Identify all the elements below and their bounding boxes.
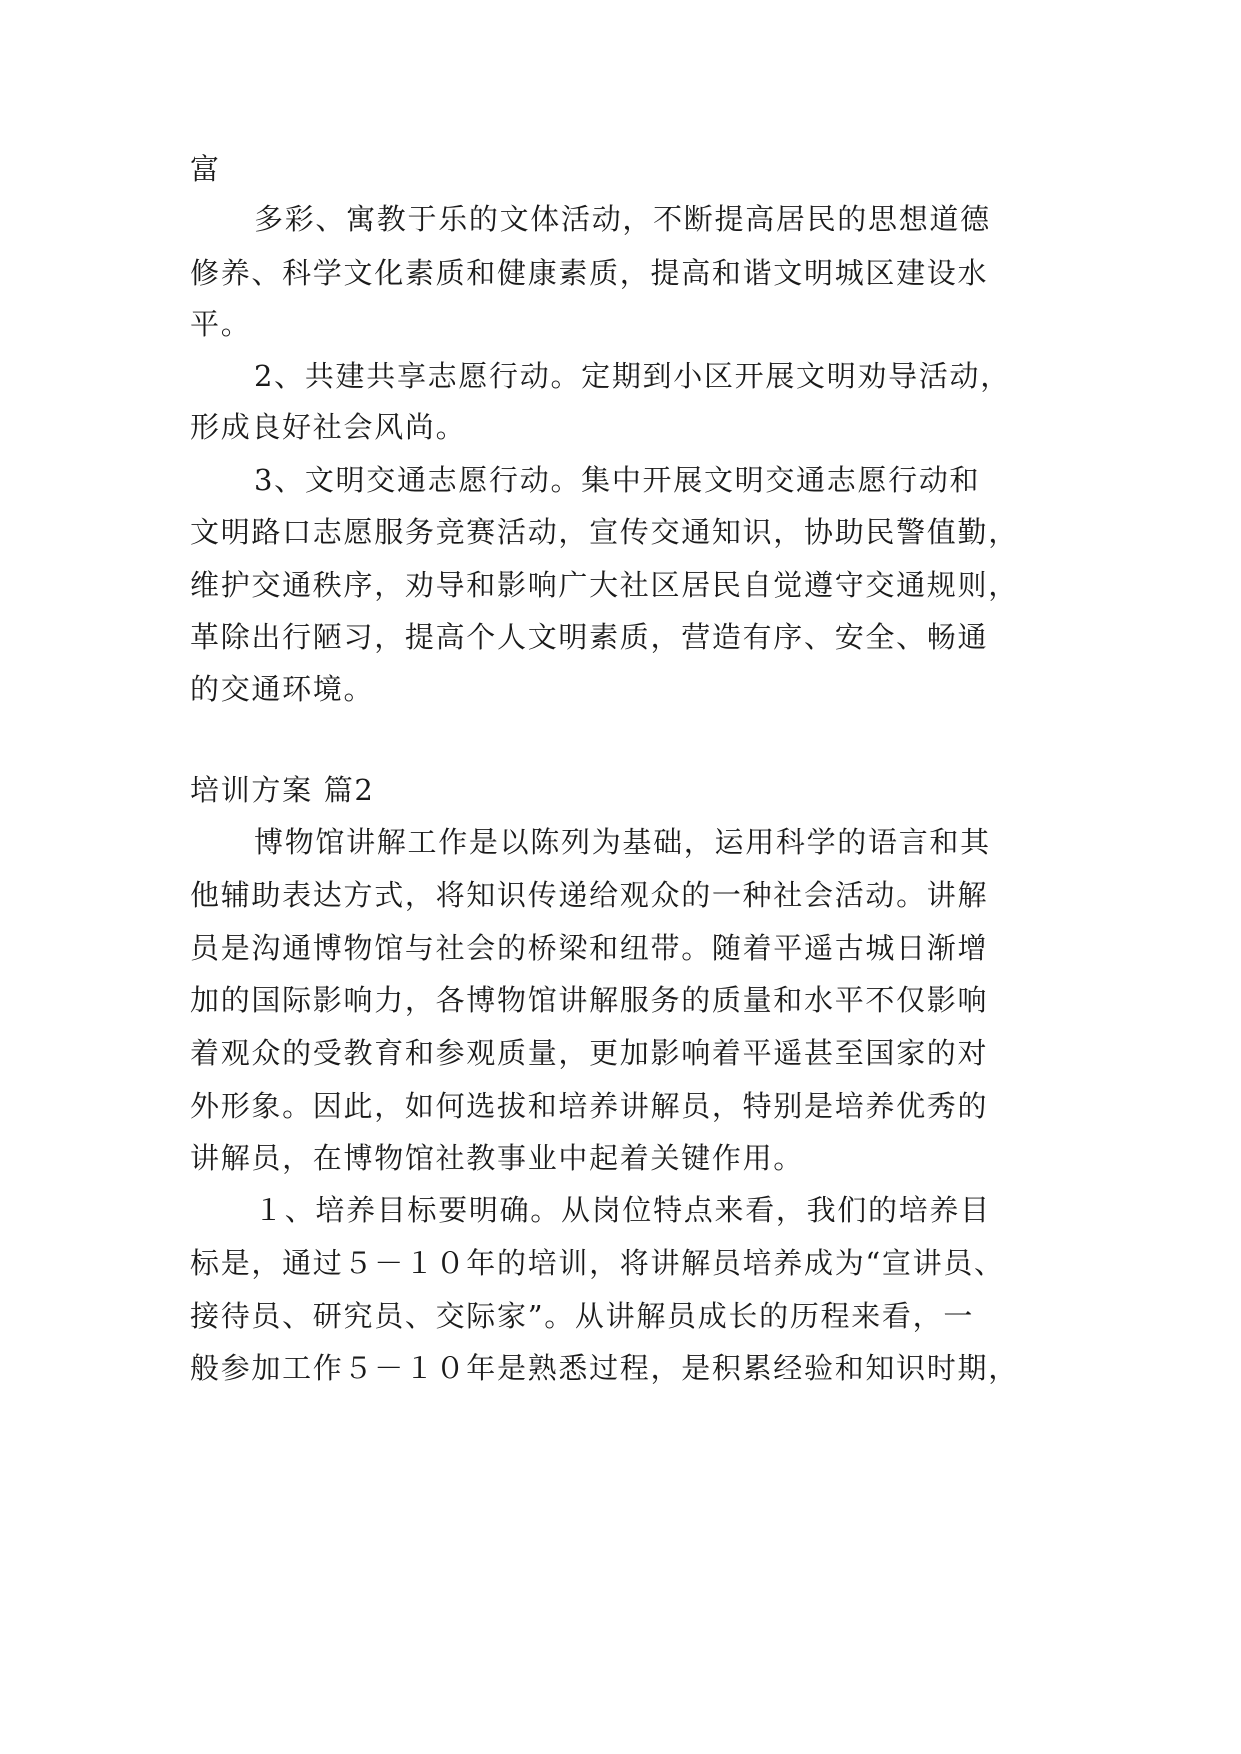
text-line: 平。 bbox=[190, 307, 252, 341]
text-line: 修养、科学文化素质和健康素质，提高和谐文明城区建设水 bbox=[190, 256, 989, 290]
text-line: 革除出行陋习，提高个人文明素质，营造有序、安全、畅通 bbox=[190, 620, 989, 654]
text-line: 形成良好社会风尚。 bbox=[190, 410, 467, 444]
text-line: 他辅助表达方式，将知识传递给观众的一种社会活动。讲解 bbox=[190, 878, 989, 912]
text-line: 的交通环境。 bbox=[190, 672, 375, 706]
text-line: 标是，通过５－１０年的培训，将讲解员培养成为“宣讲员、 bbox=[190, 1246, 1005, 1280]
text-line: 着观众的受教育和参观质量，更加影响着平遥甚至国家的对 bbox=[190, 1036, 989, 1070]
text-line: 般参加工作５－１０年是熟悉过程，是积累经验和知识时期， bbox=[190, 1351, 1019, 1385]
text-line: 3、文明交通志愿行动。集中开展文明交通志愿行动和 bbox=[254, 463, 981, 497]
text-line: 2、共建共享志愿行动。定期到小区开展文明劝导活动， bbox=[254, 359, 1011, 393]
text-line: 维护交通秩序，劝导和影响广大社区居民自觉遵守交通规则， bbox=[190, 568, 1019, 602]
text-line: １、培养目标要明确。从岗位特点来看，我们的培养目 bbox=[254, 1193, 991, 1227]
text-line: 加的国际影响力，各博物馆讲解服务的质量和水平不仅影响 bbox=[190, 983, 989, 1017]
text-line: 员是沟通博物馆与社会的桥梁和纽带。随着平遥古城日渐增 bbox=[190, 931, 989, 965]
text-line: 接待员、研究员、交际家”。从讲解员成长的历程来看，一 bbox=[190, 1299, 975, 1333]
text-line: 文明路口志愿服务竞赛活动，宣传交通知识，协助民警值勤， bbox=[190, 515, 1019, 549]
section-heading: 培训方案 篇2 bbox=[190, 773, 375, 807]
text-line: 博物馆讲解工作是以陈列为基础，运用科学的语言和其 bbox=[254, 825, 991, 859]
text-line: 多彩、寓教于乐的文体活动，不断提高居民的思想道德 bbox=[254, 202, 991, 236]
continuation-char: 富 bbox=[190, 152, 221, 186]
text-line: 讲解员，在博物馆社教事业中起着关键作用。 bbox=[190, 1141, 805, 1175]
text-line: 外形象。因此，如何选拔和培养讲解员，特别是培养优秀的 bbox=[190, 1089, 989, 1123]
